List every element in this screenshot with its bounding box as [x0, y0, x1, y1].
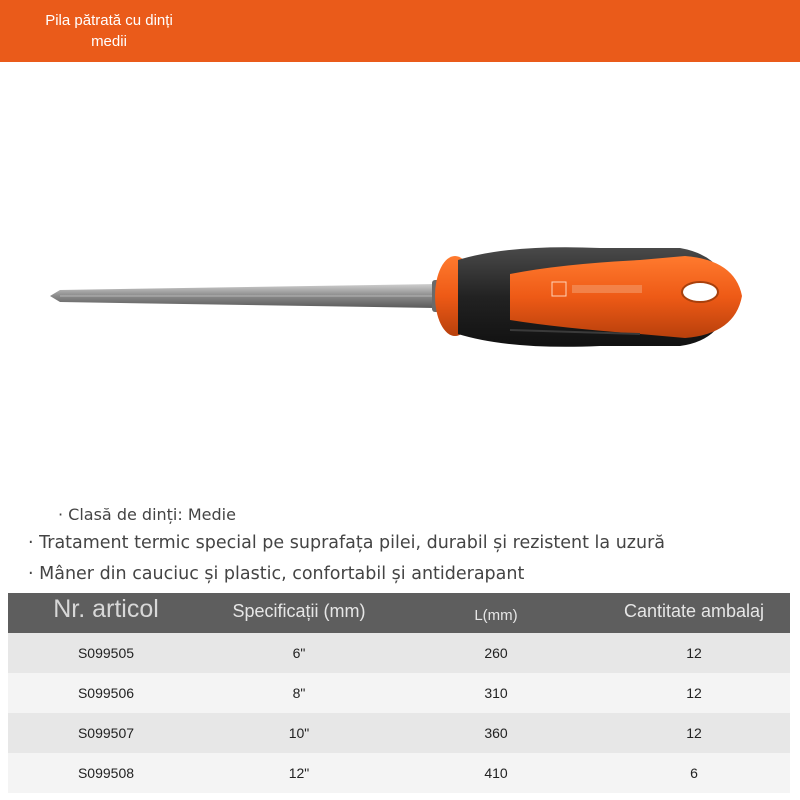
- feature-heat-treatment: · Tratament termic special pe suprafața pilei, durabil și rezistent la uzură: [28, 533, 665, 553]
- cell-pack-qty: 6: [690, 765, 698, 781]
- cell-length: 310: [484, 685, 508, 701]
- table-header: [8, 593, 790, 633]
- page-title: Pila pătrată cu dinți medii: [45, 12, 173, 50]
- cell-article: S099506: [77, 685, 135, 701]
- column-header-spec: Specificații (mm): [232, 600, 366, 621]
- cell-spec: 6": [292, 645, 306, 661]
- table-row: [8, 713, 790, 753]
- column-header-pack-qty: Cantitate ambalaj: [623, 600, 765, 621]
- feature-teeth-class: · Clasă de dinți: Medie: [58, 505, 236, 524]
- column-header-article: Nr. articol: [53, 594, 159, 623]
- cell-length: 360: [484, 725, 508, 741]
- square-file-tool-icon: [40, 230, 760, 360]
- column-header-length: L(mm): [474, 606, 518, 624]
- cell-article: S099508: [77, 765, 135, 781]
- cell-article: S099505: [77, 645, 135, 661]
- cell-spec: 12": [288, 765, 310, 781]
- table-row: [8, 753, 790, 793]
- cell-pack-qty: 12: [686, 685, 702, 701]
- header-banner: [0, 0, 800, 62]
- cell-spec: 8": [292, 685, 306, 701]
- feature-handle: · Mâner din cauciuc și plastic, confortabil și antiderapant: [28, 564, 525, 584]
- cell-length: 410: [484, 765, 508, 781]
- spec-table: [8, 593, 790, 793]
- cell-length: 260: [484, 645, 508, 661]
- cell-spec: 10": [288, 725, 310, 741]
- cell-article: S099507: [77, 725, 135, 741]
- table-row: [8, 633, 790, 673]
- cell-pack-qty: 12: [686, 645, 702, 661]
- table-row: [8, 673, 790, 713]
- cell-pack-qty: 12: [686, 725, 702, 741]
